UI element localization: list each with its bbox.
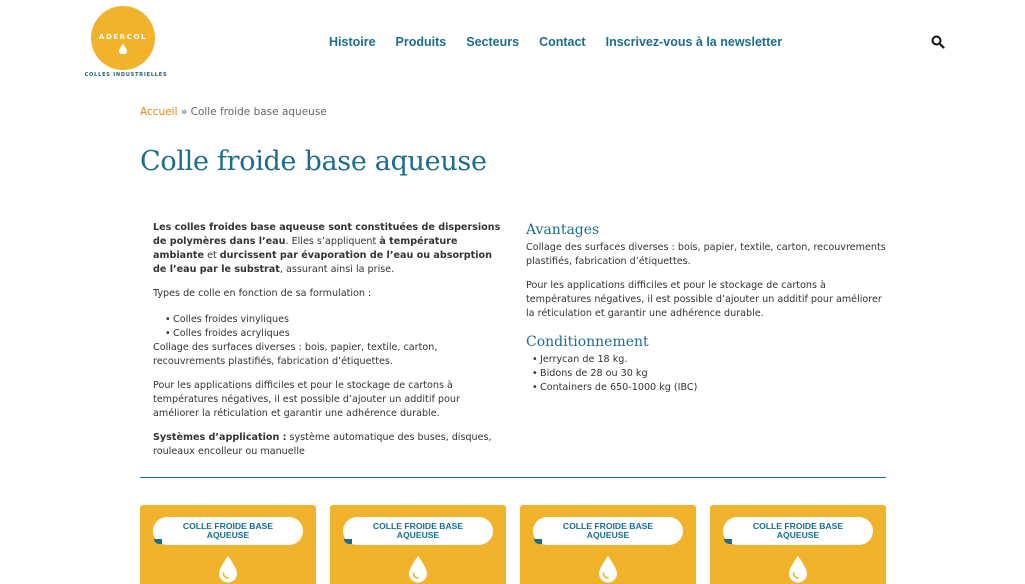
list-item: • Jerrycan de 18 kg. xyxy=(540,353,886,367)
breadcrumb xyxy=(140,106,327,118)
product-card[interactable] xyxy=(330,505,506,584)
product-card-label: COLLE FROIDE BASE AQUEUSE xyxy=(723,517,873,545)
advantages-heading: Avantages xyxy=(526,222,600,238)
logo[interactable] xyxy=(83,6,169,82)
systems-label: Systèmes d’application : xyxy=(153,432,287,443)
list-item: • Colles froides acryliques xyxy=(173,327,503,341)
product-card[interactable] xyxy=(710,505,886,584)
types-label: Types de colle en fonction de sa formulation : xyxy=(153,288,372,299)
nav-item-histoire[interactable]: Histoire xyxy=(329,35,376,49)
section-divider xyxy=(140,477,886,478)
intro-paragraph xyxy=(153,221,503,277)
product-card-label: COLLE FROIDE BASE AQUEUSE xyxy=(153,517,303,545)
intro-text-3: , assurant ainsi la prise. xyxy=(279,264,395,275)
product-card[interactable] xyxy=(140,505,316,584)
breadcrumb-current: Colle froide base aqueuse xyxy=(190,106,327,118)
types-list xyxy=(153,313,503,341)
packaging-heading: Conditionnement xyxy=(526,334,649,350)
product-cards xyxy=(140,505,886,584)
search-icon[interactable] xyxy=(931,35,945,49)
breadcrumb-home-link[interactable]: Accueil xyxy=(140,106,178,118)
logo-tagline: COLLES INDUSTRIELLES xyxy=(84,72,168,78)
intro-bold-1: Les colles froides base aqueuse sont constituées de dispersions de polymères dans l’eau xyxy=(153,222,501,247)
product-card[interactable] xyxy=(520,505,696,584)
logo-circle xyxy=(91,6,155,70)
list-item: • Colles froides vinyliques xyxy=(173,313,503,327)
list-item: • Bidons de 28 ou 30 kg xyxy=(540,367,886,381)
intro-text-1: . Elles s’appliquent xyxy=(285,236,380,247)
logo-wordmark: ADERCOL xyxy=(98,33,148,41)
description-column xyxy=(153,221,503,469)
intro-bold-3: durcissent par évaporation de l’eau ou absorption de l’eau par le substrat xyxy=(153,250,492,275)
nav-item-contact[interactable]: Contact xyxy=(539,35,586,49)
difficult-paragraph: Pour les applications difficiles et pour le stockage de cartons à températures négatives, il est possible d’ajouter un additif pour améliorer la réticulation et garantir une adhérence durable. xyxy=(153,380,460,419)
advantages-paragraph-2: Pour les applications difficiles et pour le stockage de cartons à températures négatives, il est possible d’ajouter un additif pour améliorer la réticulation et garantir une adhérence durable. xyxy=(526,280,882,319)
list-item: • Containers de 650-1000 kg (IBC) xyxy=(540,381,886,395)
nav-item-produits[interactable]: Produits xyxy=(395,35,447,49)
main-nav xyxy=(329,35,782,49)
systems-paragraph xyxy=(153,431,503,459)
drop-icon xyxy=(119,44,127,54)
packaging-list xyxy=(526,353,886,395)
drop-icon xyxy=(408,555,428,583)
product-card-label: COLLE FROIDE BASE AQUEUSE xyxy=(343,517,493,545)
page-title: Colle froide base aqueuse xyxy=(140,146,487,177)
nav-item-newsletter[interactable]: Inscrivez-vous à la newsletter xyxy=(605,35,783,49)
systems-text: système automatique des buses, disques, rouleaux encolleur ou manuelle xyxy=(153,432,492,457)
intro-bold-2: à température ambiante xyxy=(153,236,458,261)
uses-paragraph: Collage des surfaces diverses : bois, papier, textile, carton, recouvrements plastifiés, fabrication d’étiquettes. xyxy=(153,342,438,367)
intro-text-2: et xyxy=(204,250,220,261)
product-card-label: COLLE FROIDE BASE AQUEUSE xyxy=(533,517,683,545)
drop-icon xyxy=(218,555,238,583)
nav-item-secteurs[interactable]: Secteurs xyxy=(466,35,520,49)
drop-icon xyxy=(598,555,618,583)
advantages-paragraph-1: Collage des surfaces diverses : bois, papier, textile, carton, recouvrements plastifiés, fabrication d’étiquettes. xyxy=(526,242,886,267)
drop-icon xyxy=(788,555,808,583)
breadcrumb-separator: » xyxy=(177,106,191,118)
details-column xyxy=(526,221,886,395)
